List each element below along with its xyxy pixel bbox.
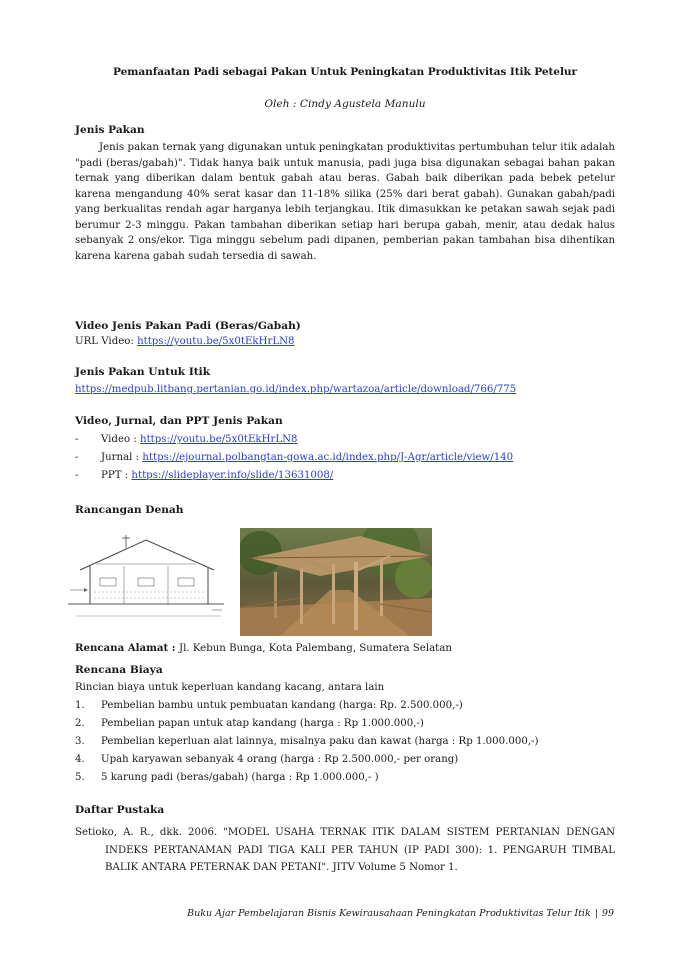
biaya-item [75, 733, 615, 751]
video-pakan-label: URL Video: [75, 336, 138, 347]
resource-label: PPT : [101, 470, 132, 481]
page-footer [187, 908, 614, 919]
biaya-item [75, 769, 615, 787]
jenis-pakan-heading: Jenis Pakan [75, 124, 145, 136]
rencana-biaya-intro: Rincian biaya untuk keperluan kandang kacang, antara lain [75, 682, 385, 693]
list-bullet: - [75, 452, 79, 463]
item-text: 5 karung padi (beras/gabah) (harga : Rp 1.000.000,- ) [101, 772, 379, 783]
resource-item-ppt [75, 467, 615, 485]
list-bullet: - [75, 470, 79, 481]
item-text: Pembelian keperluan alat lainnya, misalnya paku dan kawat (harga : Rp 1.000.000,-) [101, 736, 539, 747]
footer-separator: | [594, 908, 598, 919]
jenis-pakan-itik-link[interactable]: https://medpub.litbang.pertanian.go.id/index.php/wartazoa/article/download/766/775 [75, 384, 517, 395]
jenis-pakan-itik-line [75, 384, 516, 395]
footer-text: Buku Ajar Pembelajaran Bisnis Kewirausahaan Peningkatan Produktivitas Telur Itik [187, 908, 591, 919]
video-pakan-heading: Video Jenis Pakan Padi (Beras/Gabah) [75, 320, 301, 332]
biaya-list [75, 697, 615, 787]
item-text: Upah karyawan sebanyak 4 orang (harga : Rp 2.500.000,- per orang) [101, 754, 459, 765]
video-pakan-line [75, 336, 295, 347]
resource-label: Jurnal : [101, 452, 143, 463]
jenis-pakan-paragraph: Jenis pakan ternak yang digunakan untuk peningkatan produktivitas pertumbuhan telur itik adalah "padi (beras/gabah)". Tidak hanya baik untuk manusia, padi juga bisa digunakan sebagai bahan pakan ternak yang diberikan dalam bentuk gabah atau beras. Gabah baik diberikan pada bebek petelur karena mengandung 40% serat kasar dan 11-18% silika (25% dari berat gabah). Gunakan gabah/padi yang berkualitas rendah agar harganya lebih terjangkau. Itik dimasukkan ke petakan sawah sejak padi berumur 2-3 minggu. Pakan tambahan diberikan setiap hari berupa gabah, menir, atau dedak halus sebanyak 2 ons/ekor. Tiga minggu sebelum padi dipanen, pemberian pakan tambahan bisa dihentikan karena karena gabah sudah tersedia di sawah. [75, 142, 615, 262]
daftar-pustaka-heading: Daftar Pustaka [75, 804, 165, 816]
item-number: 1. [75, 700, 85, 711]
rencana-alamat-line [75, 642, 452, 654]
jenis-pakan-itik-heading: Jenis Pakan Untuk Itik [75, 366, 211, 378]
resource-list [75, 431, 615, 485]
item-text: Pembelian papan untuk atap kandang (harga : Rp 1.000.000,-) [101, 718, 424, 729]
item-number: 4. [75, 754, 85, 765]
rancangan-denah-heading: Rancangan Denah [75, 504, 184, 516]
video-pakan-link[interactable]: https://youtu.be/5x0tEkHrLN8 [137, 336, 295, 347]
resource-label: Video : [101, 434, 141, 445]
page-number: 99 [601, 908, 614, 919]
resource-link-jurnal[interactable]: https://ejournal.polbangtan-gowa.ac.id/index.php/J-Agr/article/view/140 [142, 452, 514, 463]
pen-sketch-image [66, 530, 226, 630]
list-bullet: - [75, 434, 79, 445]
biaya-item [75, 697, 615, 715]
rencana-alamat-value: Jl. Kebun Bunga, Kota Palembang, Sumatera Selatan [179, 643, 452, 654]
video-jurnal-ppt-heading: Video, Jurnal, dan PPT Jenis Pakan [75, 415, 283, 427]
biaya-item [75, 715, 615, 733]
item-text: Pembelian bambu untuk pembuatan kandang (harga: Rp. 2.500.000,-) [101, 700, 463, 711]
resource-item-jurnal [75, 449, 615, 467]
resource-link-video[interactable]: https://youtu.be/5x0tEkHrLN8 [140, 434, 298, 445]
rencana-biaya-heading: Rencana Biaya [75, 664, 163, 676]
rencana-alamat-label: Rencana Alamat : [75, 642, 180, 654]
resource-item-video [75, 431, 615, 449]
biaya-item [75, 751, 615, 769]
item-number: 3. [75, 736, 85, 747]
item-number: 2. [75, 718, 85, 729]
reference-entry: Setioko, A. R., dkk. 2006. "MODEL USAHA TERNAK ITIK DALAM SISTEM PERTANIAN DENGAN INDEKS PERTANAMAN PADI TIGA KALI PER TAHUN (IP PADI 300): 1. PENGARUH TIMBAL BALIK ANTARA PETERNAK DAN PETANI". JITV Volume 5 Nomor 1. [75, 827, 615, 873]
resource-link-ppt[interactable]: https://slideplayer.info/slide/13631008/ [131, 470, 334, 481]
bamboo-pen-photo [240, 528, 432, 636]
item-number: 5. [75, 772, 85, 783]
author-line: Oleh : Cindy Agustela Manulu [264, 98, 426, 110]
document-title: Pemanfaatan Padi sebagai Pakan Untuk Peningkatan Produktivitas Itik Petelur [113, 66, 577, 78]
